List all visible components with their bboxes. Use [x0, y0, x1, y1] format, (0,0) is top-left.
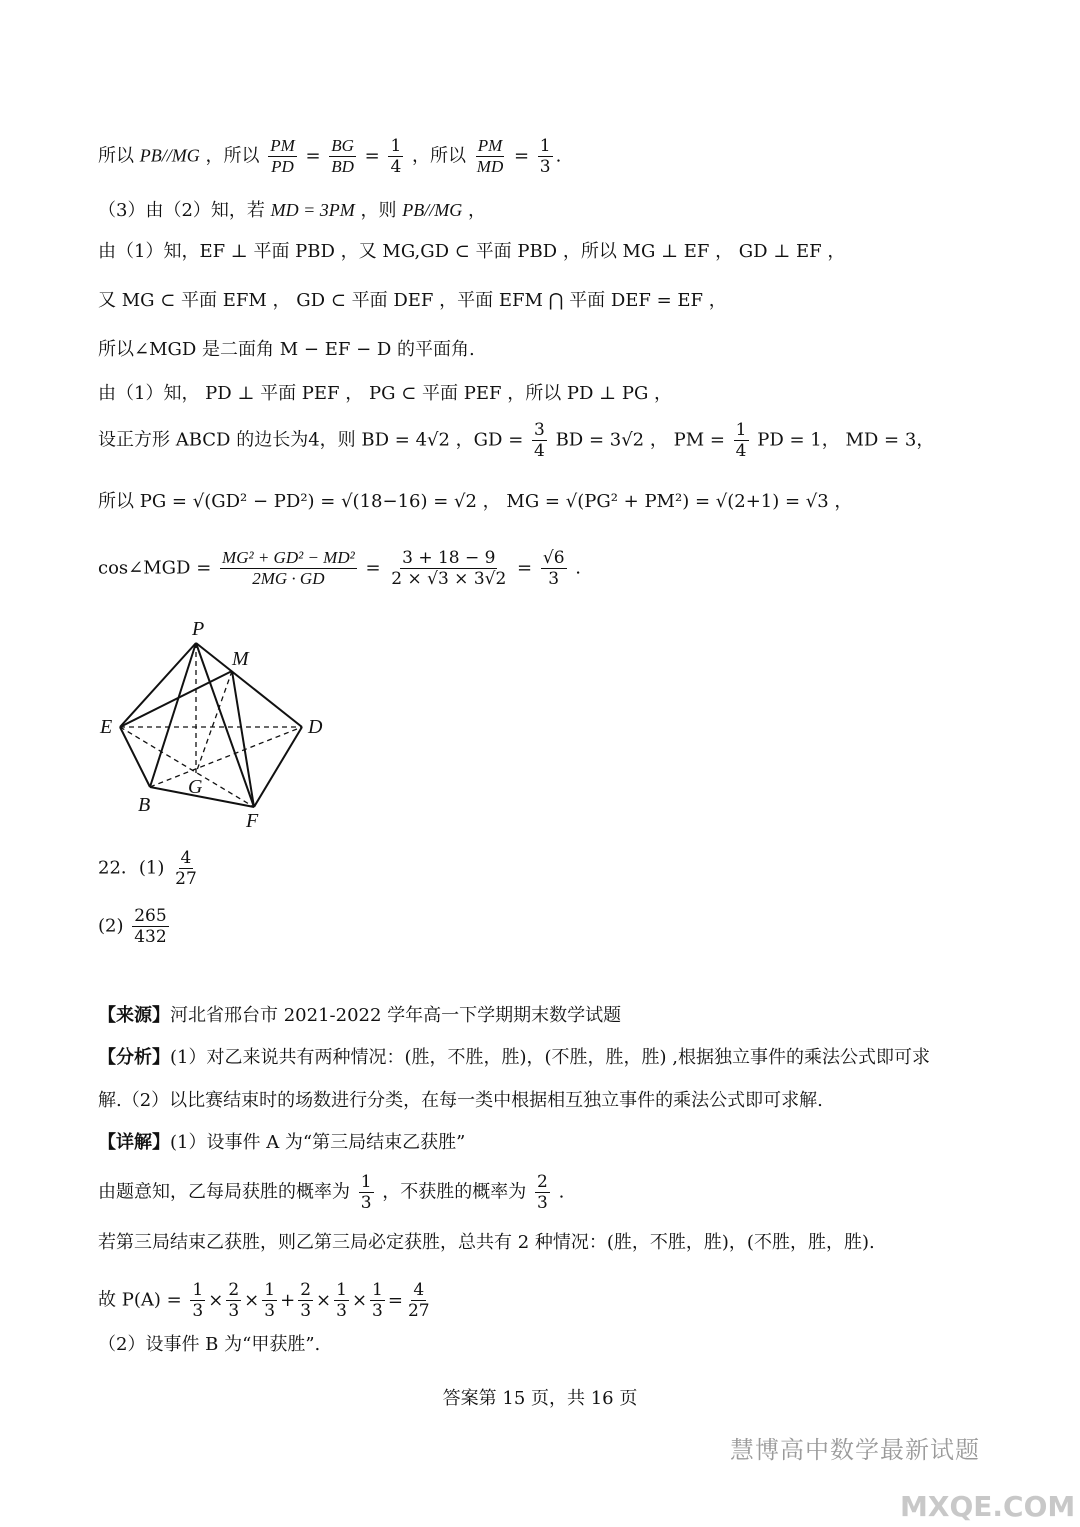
watermark-logo: MXQE.COM: [900, 1490, 1076, 1523]
operator: =: [387, 1289, 403, 1311]
operator: ×: [208, 1289, 224, 1311]
fraction: $\frac{4}{27}$: [407, 1280, 430, 1321]
fraction: $\frac{3}{4}$: [534, 420, 545, 461]
detail-line-2: [98, 1172, 564, 1213]
text: (1）设事件 A 为“第三局结束乙获胜”: [170, 1132, 466, 1153]
fraction: $\frac{PM}{PD}$: [270, 136, 295, 176]
text: 22．(1): [98, 857, 165, 879]
fraction: $\frac{2}{3}$: [228, 1280, 240, 1321]
detail-line-5: （2）设事件 B 为“甲获胜”.: [98, 1334, 321, 1355]
label-M: M: [232, 648, 249, 670]
fraction: $\frac{2}{3}$: [300, 1280, 312, 1321]
fraction: $\frac{1}{3}$: [539, 136, 551, 177]
watermark-text: 慧博高中数学最新试题: [730, 1436, 980, 1464]
operator: +: [280, 1289, 296, 1311]
text: (1）对乙来说共有两种情况：(胜，不胜，胜)，(不胜，胜，胜) ,根据独立事件的乘法公式即可求: [170, 1047, 931, 1068]
fraction: $\frac{BG}{BD}$: [331, 136, 354, 176]
fraction: $\frac{PM}{MD}$: [476, 136, 504, 176]
fraction: $\frac{265}{432}$: [134, 906, 167, 947]
line-8: 所以 PG = √(GD² − PD²) = √(18−16) = √2 ， MG = √(PG² + PM²) = √(2+1) = √3 ，: [98, 491, 853, 512]
text: BD = 3√2 ， PM =: [555, 429, 725, 451]
text: (2): [98, 915, 124, 937]
line-1: 所以 PB//MG ，所以 $\frac{PM}{PD}$ = $\frac{BG}{BD}$ = $\frac{1}{4}$ ，所以 $\frac{PM}{MD}$ = $\frac{1}{3}$ .: [98, 136, 562, 177]
line-2: [98, 198, 486, 223]
fraction: $\frac{\text{MG² + GD² − MD²}}{2MG \cdot GD}$: [222, 548, 355, 588]
source-text: 河北省邢台市 2021-2022 学年高一下学期期末数学试题: [170, 1005, 622, 1026]
math: PB//MG: [139, 145, 200, 166]
line-9: [98, 548, 581, 589]
q22-part1: [98, 848, 202, 889]
text: cos∠MGD =: [98, 557, 212, 579]
text: .: [558, 1181, 565, 1203]
label-B: B: [138, 794, 151, 816]
label-D: D: [308, 716, 323, 738]
operator: ×: [351, 1289, 368, 1311]
operator: ×: [316, 1289, 332, 1311]
text: ，则: [360, 200, 397, 221]
fraction: $\frac{1}{3}$: [264, 1280, 276, 1321]
text: 故 P(A) =: [98, 1289, 182, 1311]
text: 所以: [98, 145, 134, 167]
line-5: 所以∠MGD 是二面角 M − EF − D 的平面角.: [98, 339, 475, 360]
edge-MF: [232, 671, 254, 807]
source-tag: 【来源】: [98, 1005, 170, 1026]
fraction: $\frac{1}{3}$: [360, 1172, 372, 1213]
line-4: 又 MG ⊂ 平面 EFM ， GD ⊂ 平面 DEF ，平面 EFM ⋂ 平面 DEF = EF ，: [98, 290, 727, 311]
probability-expression: [187, 1280, 434, 1321]
analysis-line-1: [98, 1046, 930, 1070]
detail-tag: 【详解】: [98, 1132, 170, 1153]
math: PB//MG: [402, 200, 463, 220]
fraction: $\frac{1}{3}$: [192, 1280, 204, 1321]
text: ，: [467, 200, 486, 221]
label-P: P: [192, 618, 205, 640]
fraction: $\frac{3 + 18 - 9}{2 \times √3 \times 3√2}$: [391, 548, 507, 589]
dash-BD: [150, 727, 302, 787]
q22-part2: [98, 906, 172, 947]
page-footer: 答案第 15 页，共 16 页: [442, 1388, 638, 1409]
label-F: F: [246, 810, 259, 832]
edge-EB: [120, 727, 150, 787]
label-E: E: [100, 716, 113, 738]
text: PD = 1， MD = 3，: [757, 429, 935, 451]
edge-FD: [254, 727, 302, 807]
operator: ×: [244, 1289, 260, 1311]
line-3: 由（1）知，EF ⊥ 平面 PBD ，又 MG,GD ⊂ 平面 PBD ，所以 MG ⊥ EF ， GD ⊥ EF ，: [98, 241, 846, 262]
fraction: $\frac{1}{3}$: [336, 1280, 347, 1321]
text: （3）由（2）知，若: [98, 200, 265, 221]
text: ，所以: [412, 145, 467, 167]
line-7: [98, 420, 934, 461]
fraction: $\frac{4}{27}$: [175, 848, 197, 889]
source-line: [98, 1004, 621, 1028]
fraction: $\frac{1}{4}$: [390, 136, 402, 177]
text: =: [517, 557, 533, 579]
fraction: $\frac{√6}{3}$: [542, 548, 565, 589]
label-G: G: [188, 776, 203, 798]
analysis-tag: 【分析】: [98, 1047, 170, 1068]
text: ，所以: [205, 145, 260, 167]
analysis-line-2: 解.（2）以比赛结束时的场数进行分类，在每一类中根据相互独立事件的乘法公式即可求解.: [98, 1090, 823, 1111]
line-6: 由（1）知， PD ⊥ 平面 PEF ， PG ⊂ 平面 PEF ，所以 PD ⊥ PG ，: [98, 383, 673, 404]
edge-PB: [150, 643, 196, 787]
fraction: $\frac{1}{3}$: [372, 1280, 383, 1321]
fraction: $\frac{1}{4}$: [735, 420, 747, 461]
fraction: $\frac{2}{3}$: [537, 1172, 548, 1213]
text: =: [365, 557, 381, 579]
math: MD = 3PM: [270, 200, 355, 220]
text: 由题意知，乙每局获胜的概率为: [98, 1181, 350, 1203]
detail-line-4: [98, 1280, 435, 1321]
text: .: [575, 557, 581, 579]
pyramid-figure: [90, 615, 350, 835]
detail-line-1: [98, 1131, 465, 1155]
detail-line-3: 若第三局结束乙获胜，则乙第三局必定获胜，总共有 2 种情况：(胜，不胜，胜)，(不胜，胜，胜).: [98, 1232, 875, 1253]
text: 设正方形 ABCD 的边长为4，则 BD = 4√2 ，GD =: [98, 429, 524, 451]
text: ，不获胜的概率为: [382, 1181, 527, 1203]
